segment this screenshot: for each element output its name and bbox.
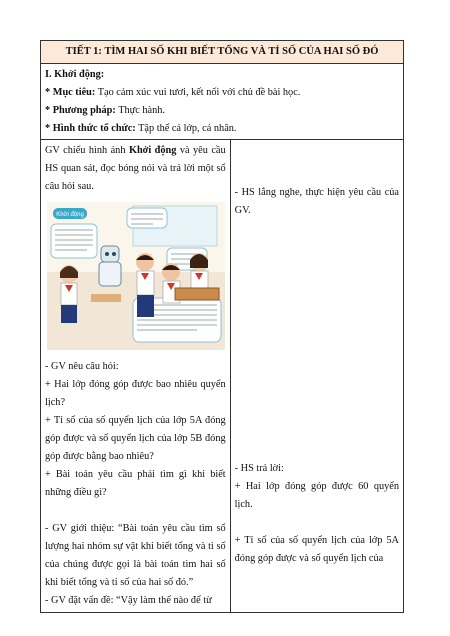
spacer xyxy=(235,142,399,184)
classroom-scene xyxy=(47,202,225,350)
lesson-table xyxy=(40,40,404,613)
intro-text-end: và yêu cầu HS quan sát, đọc bóng nói và trả lời một số câu hỏi sau. xyxy=(45,145,226,192)
spacer xyxy=(235,514,399,532)
spacer xyxy=(45,502,226,520)
student-listen: - HS lắng nghe, thực hiện yêu cầu của GV. xyxy=(234,187,399,216)
teacher-introduction: - GV giới thiệu: “Bài toán yêu cầu tìm số lượng hai nhóm sự vật khi biết tổng và tỉ số của chúng được gọi là bài toán tìm hai số khi biết tổng và tỉ số của hai số đó.” xyxy=(45,523,226,588)
intro-bold: Khởi động xyxy=(128,145,177,156)
teacher-intro xyxy=(45,142,226,196)
student-answer-1: + Hai lớp đóng góp được 60 quyển lịch. xyxy=(234,481,399,510)
question-intro: - GV nêu câu hỏi: xyxy=(45,361,119,372)
question-3: + Bài toán yêu cầu phải tìm gì khi biết những điều gì? xyxy=(45,469,226,498)
lesson-title: TIẾT 1: TÌM HAI SỐ KHI BIẾT TỔNG VÀ TỈ SỐ CỦA HAI SỐ ĐÓ xyxy=(41,41,404,64)
warmup-section xyxy=(41,64,404,140)
form-line xyxy=(45,120,399,138)
method-line xyxy=(45,102,399,120)
goal-text: Tạo cảm xúc vui tươi, kết nối với chủ đề bài học. xyxy=(95,87,301,98)
intro-text: GV chiếu hình ảnh xyxy=(45,145,129,156)
spacer xyxy=(235,220,399,460)
teacher-column xyxy=(41,140,231,613)
student-answer-intro: - HS trả lời: xyxy=(234,463,284,474)
question-1: + Hai lớp đóng góp được bao nhiêu quyển lịch? xyxy=(45,379,226,408)
lesson-plan xyxy=(40,40,404,613)
form-text: Tập thể cả lớp, cá nhân. xyxy=(135,123,237,134)
method-label: * Phương pháp: xyxy=(45,105,116,116)
goal-line xyxy=(45,84,399,102)
student-answer-2: + Tỉ số của số quyển lịch của lớp 5A đóng góp được và số quyển lịch của xyxy=(234,535,399,564)
teacher-pose-problem: - GV đặt vấn đề: “Vậy làm thế nào để từ xyxy=(45,595,212,606)
section-heading: I. Khởi động: xyxy=(45,69,105,80)
form-label: * Hình thức tổ chức: xyxy=(45,123,136,134)
method-text: Thực hành. xyxy=(115,105,165,116)
student-column xyxy=(230,140,403,613)
question-2: + Tỉ số của số quyển lịch của lớp 5A đóng góp được và số quyển lịch của lớp 5B đóng góp được bằng bao nhiêu? xyxy=(45,415,226,462)
warmup-illustration xyxy=(47,202,225,350)
goal-label: * Mục tiêu: xyxy=(45,87,96,98)
badge-label: Khởi động xyxy=(56,212,84,218)
